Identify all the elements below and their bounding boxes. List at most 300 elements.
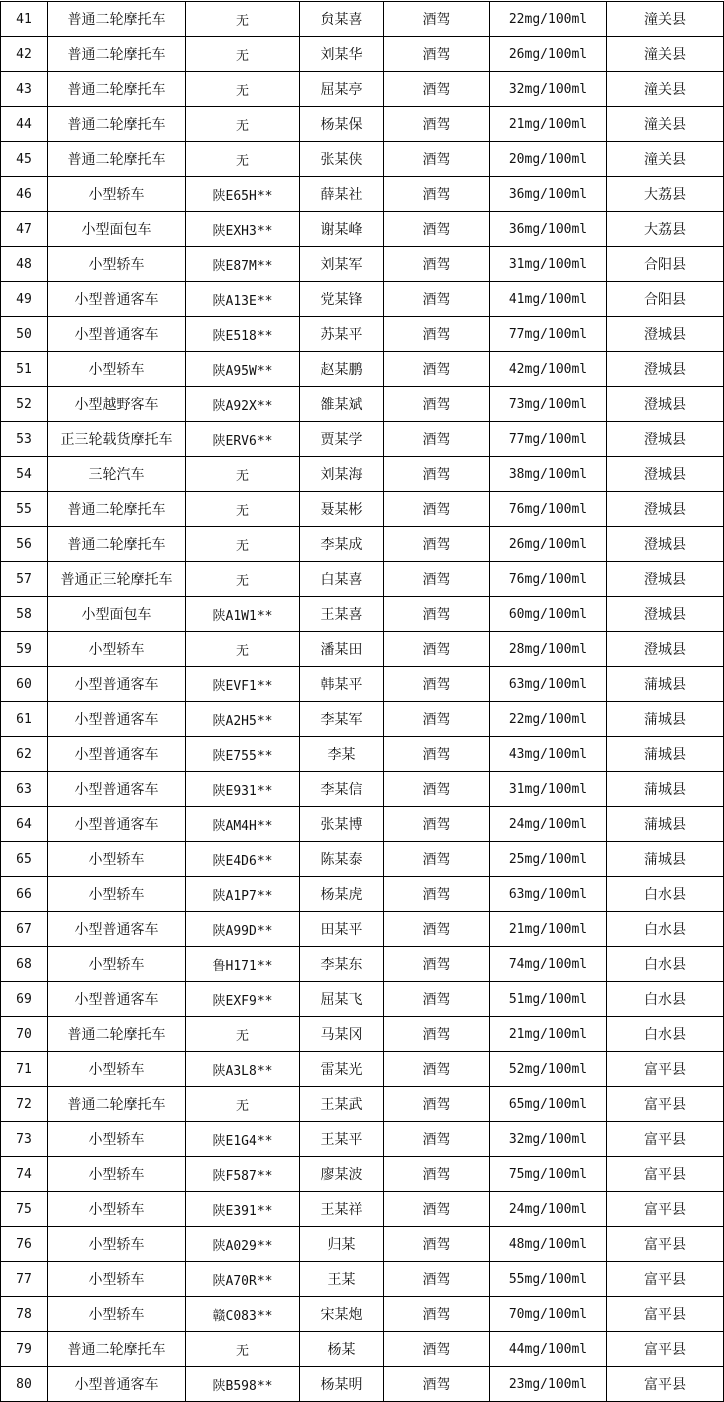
table-row (1, 1087, 724, 1122)
vehicle-type-cell: 普通正三轮摩托车 (48, 562, 186, 597)
alcohol-level-cell: 32mg/100ml (490, 72, 607, 107)
alcohol-level-cell: 73mg/100ml (490, 387, 607, 422)
driver-name-cell: 聂某彬 (300, 492, 384, 527)
table-row (1, 1157, 724, 1192)
alcohol-level-cell: 76mg/100ml (490, 562, 607, 597)
violation-type-cell: 酒驾 (384, 772, 490, 807)
row-number-cell: 59 (1, 632, 48, 667)
driver-name-cell: 王某 (300, 1262, 384, 1297)
alcohol-level-cell: 28mg/100ml (490, 632, 607, 667)
county-cell: 富平县 (607, 1192, 724, 1227)
vehicle-type-cell: 小型轿车 (48, 1122, 186, 1157)
table-row (1, 877, 724, 912)
plate-number-cell: 陕E391** (186, 1192, 300, 1227)
county-cell: 白水县 (607, 982, 724, 1017)
alcohol-level-cell: 31mg/100ml (490, 772, 607, 807)
table-row (1, 982, 724, 1017)
alcohol-level-cell: 20mg/100ml (490, 142, 607, 177)
violation-type-cell: 酒驾 (384, 632, 490, 667)
plate-number-cell: 陕E755** (186, 737, 300, 772)
plate-number-cell: 陕A99D** (186, 912, 300, 947)
vehicle-type-cell: 小型普通客车 (48, 982, 186, 1017)
violation-type-cell: 酒驾 (384, 562, 490, 597)
county-cell: 澄城县 (607, 457, 724, 492)
row-number-cell: 44 (1, 107, 48, 142)
row-number-cell: 75 (1, 1192, 48, 1227)
row-number-cell: 73 (1, 1122, 48, 1157)
row-number-cell: 57 (1, 562, 48, 597)
table-row (1, 142, 724, 177)
plate-number-cell: 陕A029** (186, 1227, 300, 1262)
county-cell: 潼关县 (607, 107, 724, 142)
row-number-cell: 78 (1, 1297, 48, 1332)
row-number-cell: 65 (1, 842, 48, 877)
vehicle-type-cell: 普通二轮摩托车 (48, 2, 186, 37)
plate-number-cell: 陕EXH3** (186, 212, 300, 247)
row-number-cell: 52 (1, 387, 48, 422)
violation-type-cell: 酒驾 (384, 282, 490, 317)
vehicle-type-cell: 小型轿车 (48, 1157, 186, 1192)
alcohol-level-cell: 77mg/100ml (490, 422, 607, 457)
table-row (1, 387, 724, 422)
vehicle-type-cell: 小型轿车 (48, 1227, 186, 1262)
county-cell: 潼关县 (607, 142, 724, 177)
driver-name-cell: 张某侠 (300, 142, 384, 177)
violation-type-cell: 酒驾 (384, 702, 490, 737)
violation-type-cell: 酒驾 (384, 72, 490, 107)
plate-number-cell: 陕A13E** (186, 282, 300, 317)
table-row (1, 702, 724, 737)
plate-number-cell: 无 (186, 37, 300, 72)
violation-type-cell: 酒驾 (384, 982, 490, 1017)
vehicle-type-cell: 小型轿车 (48, 1052, 186, 1087)
vehicle-type-cell: 小型轿车 (48, 947, 186, 982)
alcohol-level-cell: 31mg/100ml (490, 247, 607, 282)
plate-number-cell: 鲁H171** (186, 947, 300, 982)
alcohol-level-cell: 21mg/100ml (490, 107, 607, 142)
vehicle-type-cell: 小型轿车 (48, 1192, 186, 1227)
vehicle-type-cell: 小型轿车 (48, 1297, 186, 1332)
county-cell: 澄城县 (607, 492, 724, 527)
driver-name-cell: 白某喜 (300, 562, 384, 597)
row-number-cell: 58 (1, 597, 48, 632)
driver-name-cell: 潘某田 (300, 632, 384, 667)
driver-name-cell: 杨某虎 (300, 877, 384, 912)
row-number-cell: 76 (1, 1227, 48, 1262)
county-cell: 富平县 (607, 1052, 724, 1087)
driver-name-cell: 谢某峰 (300, 212, 384, 247)
table-row (1, 527, 724, 562)
plate-number-cell: 陕E518** (186, 317, 300, 352)
alcohol-level-cell: 26mg/100ml (490, 37, 607, 72)
county-cell: 白水县 (607, 947, 724, 982)
driver-name-cell: 苏某平 (300, 317, 384, 352)
vehicle-type-cell: 普通二轮摩托车 (48, 37, 186, 72)
row-number-cell: 60 (1, 667, 48, 702)
row-number-cell: 67 (1, 912, 48, 947)
driver-name-cell: 刘某华 (300, 37, 384, 72)
vehicle-type-cell: 小型普通客车 (48, 772, 186, 807)
row-number-cell: 48 (1, 247, 48, 282)
plate-number-cell: 陕A3L8** (186, 1052, 300, 1087)
alcohol-level-cell: 38mg/100ml (490, 457, 607, 492)
table-row (1, 1122, 724, 1157)
alcohol-level-cell: 70mg/100ml (490, 1297, 607, 1332)
violation-type-cell: 酒驾 (384, 912, 490, 947)
row-number-cell: 70 (1, 1017, 48, 1052)
plate-number-cell: 陕A1W1** (186, 597, 300, 632)
plate-number-cell: 陕EXF9** (186, 982, 300, 1017)
vehicle-type-cell: 小型普通客车 (48, 807, 186, 842)
plate-number-cell: 无 (186, 632, 300, 667)
row-number-cell: 63 (1, 772, 48, 807)
county-cell: 大荔县 (607, 177, 724, 212)
plate-number-cell: 陕A2H5** (186, 702, 300, 737)
vehicle-type-cell: 小型面包车 (48, 212, 186, 247)
driver-name-cell: 屈某亭 (300, 72, 384, 107)
vehicle-type-cell: 小型轿车 (48, 247, 186, 282)
violation-type-cell: 酒驾 (384, 1227, 490, 1262)
vehicle-type-cell: 小型普通客车 (48, 912, 186, 947)
alcohol-level-cell: 75mg/100ml (490, 1157, 607, 1192)
alcohol-level-cell: 52mg/100ml (490, 1052, 607, 1087)
county-cell: 澄城县 (607, 597, 724, 632)
table-row (1, 317, 724, 352)
driver-name-cell: 归某 (300, 1227, 384, 1262)
row-number-cell: 50 (1, 317, 48, 352)
violation-type-cell: 酒驾 (384, 352, 490, 387)
plate-number-cell: 陕A95W** (186, 352, 300, 387)
county-cell: 白水县 (607, 877, 724, 912)
alcohol-level-cell: 25mg/100ml (490, 842, 607, 877)
county-cell: 白水县 (607, 912, 724, 947)
violation-type-cell: 酒驾 (384, 1192, 490, 1227)
table-row (1, 737, 724, 772)
plate-number-cell: 无 (186, 562, 300, 597)
plate-number-cell: 陕E931** (186, 772, 300, 807)
violation-type-cell: 酒驾 (384, 737, 490, 772)
alcohol-level-cell: 21mg/100ml (490, 912, 607, 947)
row-number-cell: 77 (1, 1262, 48, 1297)
violation-type-cell: 酒驾 (384, 1052, 490, 1087)
alcohol-level-cell: 36mg/100ml (490, 212, 607, 247)
table-row (1, 1052, 724, 1087)
table-row (1, 807, 724, 842)
alcohol-level-cell: 63mg/100ml (490, 877, 607, 912)
alcohol-level-cell: 22mg/100ml (490, 2, 607, 37)
violation-type-cell: 酒驾 (384, 1017, 490, 1052)
violation-type-cell: 酒驾 (384, 842, 490, 877)
plate-number-cell: 陕A92X** (186, 387, 300, 422)
row-number-cell: 72 (1, 1087, 48, 1122)
violation-type-cell: 酒驾 (384, 422, 490, 457)
row-number-cell: 66 (1, 877, 48, 912)
county-cell: 澄城县 (607, 562, 724, 597)
alcohol-level-cell: 41mg/100ml (490, 282, 607, 317)
county-cell: 澄城县 (607, 352, 724, 387)
vehicle-type-cell: 普通二轮摩托车 (48, 107, 186, 142)
alcohol-level-cell: 36mg/100ml (490, 177, 607, 212)
county-cell: 澄城县 (607, 387, 724, 422)
plate-number-cell: 无 (186, 492, 300, 527)
row-number-cell: 49 (1, 282, 48, 317)
county-cell: 富平县 (607, 1087, 724, 1122)
driver-name-cell: 贠某喜 (300, 2, 384, 37)
violation-type-cell: 酒驾 (384, 1332, 490, 1367)
violation-type-cell: 酒驾 (384, 597, 490, 632)
vehicle-type-cell: 小型普通客车 (48, 667, 186, 702)
violation-type-cell: 酒驾 (384, 492, 490, 527)
plate-number-cell: 陕A1P7** (186, 877, 300, 912)
driver-name-cell: 王某平 (300, 1122, 384, 1157)
table-row (1, 72, 724, 107)
vehicle-type-cell: 小型轿车 (48, 842, 186, 877)
vehicle-type-cell: 小型轿车 (48, 877, 186, 912)
alcohol-level-cell: 51mg/100ml (490, 982, 607, 1017)
row-number-cell: 45 (1, 142, 48, 177)
county-cell: 大荔县 (607, 212, 724, 247)
alcohol-level-cell: 32mg/100ml (490, 1122, 607, 1157)
county-cell: 白水县 (607, 1017, 724, 1052)
driver-name-cell: 王某喜 (300, 597, 384, 632)
row-number-cell: 79 (1, 1332, 48, 1367)
table-row (1, 947, 724, 982)
table-row (1, 1192, 724, 1227)
driver-name-cell: 田某平 (300, 912, 384, 947)
plate-number-cell: 陕EVF1** (186, 667, 300, 702)
plate-number-cell: 无 (186, 72, 300, 107)
row-number-cell: 80 (1, 1367, 48, 1402)
county-cell: 富平县 (607, 1262, 724, 1297)
plate-number-cell: 无 (186, 1087, 300, 1122)
plate-number-cell: 赣C083** (186, 1297, 300, 1332)
plate-number-cell: 陕AM4H** (186, 807, 300, 842)
vehicle-type-cell: 普通二轮摩托车 (48, 492, 186, 527)
alcohol-level-cell: 63mg/100ml (490, 667, 607, 702)
violation-type-cell: 酒驾 (384, 527, 490, 562)
violation-type-cell: 酒驾 (384, 1087, 490, 1122)
driver-name-cell: 王某祥 (300, 1192, 384, 1227)
alcohol-level-cell: 44mg/100ml (490, 1332, 607, 1367)
row-number-cell: 68 (1, 947, 48, 982)
table-row (1, 772, 724, 807)
plate-number-cell: 无 (186, 1332, 300, 1367)
vehicle-type-cell: 普通二轮摩托车 (48, 1017, 186, 1052)
violation-type-cell: 酒驾 (384, 1122, 490, 1157)
vehicle-type-cell: 普通二轮摩托车 (48, 72, 186, 107)
violation-type-cell: 酒驾 (384, 212, 490, 247)
alcohol-level-cell: 55mg/100ml (490, 1262, 607, 1297)
violation-type-cell: 酒驾 (384, 387, 490, 422)
vehicle-type-cell: 小型普通客车 (48, 282, 186, 317)
driver-name-cell: 马某冈 (300, 1017, 384, 1052)
vehicle-type-cell: 普通二轮摩托车 (48, 527, 186, 562)
vehicle-type-cell: 正三轮载货摩托车 (48, 422, 186, 457)
driver-name-cell: 张某博 (300, 807, 384, 842)
row-number-cell: 56 (1, 527, 48, 562)
alcohol-level-cell: 21mg/100ml (490, 1017, 607, 1052)
driver-name-cell: 李某东 (300, 947, 384, 982)
row-number-cell: 43 (1, 72, 48, 107)
driver-name-cell: 韩某平 (300, 667, 384, 702)
alcohol-level-cell: 22mg/100ml (490, 702, 607, 737)
table-row (1, 597, 724, 632)
plate-number-cell: 陕E1G4** (186, 1122, 300, 1157)
driver-name-cell: 李某军 (300, 702, 384, 737)
table-row (1, 1262, 724, 1297)
plate-number-cell: 无 (186, 2, 300, 37)
row-number-cell: 71 (1, 1052, 48, 1087)
county-cell: 富平县 (607, 1297, 724, 1332)
row-number-cell: 61 (1, 702, 48, 737)
table-body (1, 2, 724, 1402)
violation-type-cell: 酒驾 (384, 1262, 490, 1297)
vehicle-type-cell: 小型轿车 (48, 177, 186, 212)
alcohol-level-cell: 26mg/100ml (490, 527, 607, 562)
driver-name-cell: 廖某波 (300, 1157, 384, 1192)
county-cell: 富平县 (607, 1122, 724, 1157)
county-cell: 澄城县 (607, 632, 724, 667)
violation-type-cell: 酒驾 (384, 107, 490, 142)
row-number-cell: 51 (1, 352, 48, 387)
table-row (1, 457, 724, 492)
vehicle-type-cell: 小型越野客车 (48, 387, 186, 422)
violation-type-cell: 酒驾 (384, 1367, 490, 1402)
driver-name-cell: 王某武 (300, 1087, 384, 1122)
county-cell: 蒲城县 (607, 807, 724, 842)
driver-name-cell: 杨某保 (300, 107, 384, 142)
vehicle-type-cell: 小型普通客车 (48, 317, 186, 352)
vehicle-type-cell: 普通二轮摩托车 (48, 1332, 186, 1367)
violation-type-cell: 酒驾 (384, 1157, 490, 1192)
driver-name-cell: 党某锋 (300, 282, 384, 317)
plate-number-cell: 陕B598** (186, 1367, 300, 1402)
table-row (1, 107, 724, 142)
violation-type-cell: 酒驾 (384, 247, 490, 282)
county-cell: 合阳县 (607, 247, 724, 282)
alcohol-level-cell: 24mg/100ml (490, 807, 607, 842)
county-cell: 蒲城县 (607, 842, 724, 877)
table-row (1, 212, 724, 247)
table-row (1, 37, 724, 72)
plate-number-cell: 无 (186, 1017, 300, 1052)
violation-type-cell: 酒驾 (384, 142, 490, 177)
county-cell: 澄城县 (607, 317, 724, 352)
county-cell: 富平县 (607, 1227, 724, 1262)
county-cell: 蒲城县 (607, 737, 724, 772)
row-number-cell: 46 (1, 177, 48, 212)
driver-name-cell: 陈某泰 (300, 842, 384, 877)
driver-name-cell: 薛某社 (300, 177, 384, 212)
vehicle-type-cell: 普通二轮摩托车 (48, 1087, 186, 1122)
violation-type-cell: 酒驾 (384, 457, 490, 492)
county-cell: 富平县 (607, 1157, 724, 1192)
table-row (1, 1367, 724, 1402)
table-row (1, 282, 724, 317)
row-number-cell: 47 (1, 212, 48, 247)
county-cell: 潼关县 (607, 72, 724, 107)
plate-number-cell: 陕ERV6** (186, 422, 300, 457)
table-row (1, 632, 724, 667)
plate-number-cell: 陕E87M** (186, 247, 300, 282)
row-number-cell: 64 (1, 807, 48, 842)
plate-number-cell: 陕E4D6** (186, 842, 300, 877)
vehicle-type-cell: 小型轿车 (48, 1262, 186, 1297)
violation-type-cell: 酒驾 (384, 667, 490, 702)
violation-type-cell: 酒驾 (384, 1297, 490, 1332)
vehicle-type-cell: 小型普通客车 (48, 1367, 186, 1402)
driver-name-cell: 刘某海 (300, 457, 384, 492)
vehicle-type-cell: 小型普通客车 (48, 737, 186, 772)
table-row (1, 1017, 724, 1052)
alcohol-level-cell: 77mg/100ml (490, 317, 607, 352)
driver-name-cell: 宋某炮 (300, 1297, 384, 1332)
row-number-cell: 62 (1, 737, 48, 772)
driver-name-cell: 贾某学 (300, 422, 384, 457)
driver-name-cell: 刘某军 (300, 247, 384, 282)
county-cell: 澄城县 (607, 527, 724, 562)
plate-number-cell: 无 (186, 142, 300, 177)
violation-type-cell: 酒驾 (384, 877, 490, 912)
violation-type-cell: 酒驾 (384, 317, 490, 352)
row-number-cell: 41 (1, 2, 48, 37)
violation-type-cell: 酒驾 (384, 37, 490, 72)
table-row (1, 492, 724, 527)
plate-number-cell: 陕A70R** (186, 1262, 300, 1297)
county-cell: 潼关县 (607, 2, 724, 37)
table-row (1, 842, 724, 877)
violation-type-cell: 酒驾 (384, 177, 490, 212)
table-row (1, 912, 724, 947)
row-number-cell: 54 (1, 457, 48, 492)
driver-name-cell: 雷某光 (300, 1052, 384, 1087)
county-cell: 澄城县 (607, 422, 724, 457)
alcohol-level-cell: 48mg/100ml (490, 1227, 607, 1262)
table-row (1, 1297, 724, 1332)
driver-name-cell: 屈某飞 (300, 982, 384, 1017)
table-row (1, 352, 724, 387)
county-cell: 蒲城县 (607, 667, 724, 702)
vehicle-type-cell: 小型普通客车 (48, 702, 186, 737)
plate-number-cell: 陕F587** (186, 1157, 300, 1192)
county-cell: 蒲城县 (607, 702, 724, 737)
county-cell: 合阳县 (607, 282, 724, 317)
driver-name-cell: 杨某明 (300, 1367, 384, 1402)
table-row (1, 562, 724, 597)
county-cell: 富平县 (607, 1367, 724, 1402)
violation-type-cell: 酒驾 (384, 2, 490, 37)
vehicle-type-cell: 小型面包车 (48, 597, 186, 632)
plate-number-cell: 无 (186, 457, 300, 492)
table-row (1, 177, 724, 212)
vehicle-type-cell: 小型轿车 (48, 632, 186, 667)
alcohol-level-cell: 23mg/100ml (490, 1367, 607, 1402)
driver-name-cell: 赵某鹏 (300, 352, 384, 387)
alcohol-level-cell: 76mg/100ml (490, 492, 607, 527)
row-number-cell: 55 (1, 492, 48, 527)
alcohol-level-cell: 42mg/100ml (490, 352, 607, 387)
alcohol-level-cell: 24mg/100ml (490, 1192, 607, 1227)
table-row (1, 1227, 724, 1262)
alcohol-level-cell: 65mg/100ml (490, 1087, 607, 1122)
driver-name-cell: 李某信 (300, 772, 384, 807)
violation-table (0, 1, 724, 1402)
driver-name-cell: 李某 (300, 737, 384, 772)
row-number-cell: 53 (1, 422, 48, 457)
plate-number-cell: 陕E65H** (186, 177, 300, 212)
vehicle-type-cell: 小型轿车 (48, 352, 186, 387)
alcohol-level-cell: 74mg/100ml (490, 947, 607, 982)
